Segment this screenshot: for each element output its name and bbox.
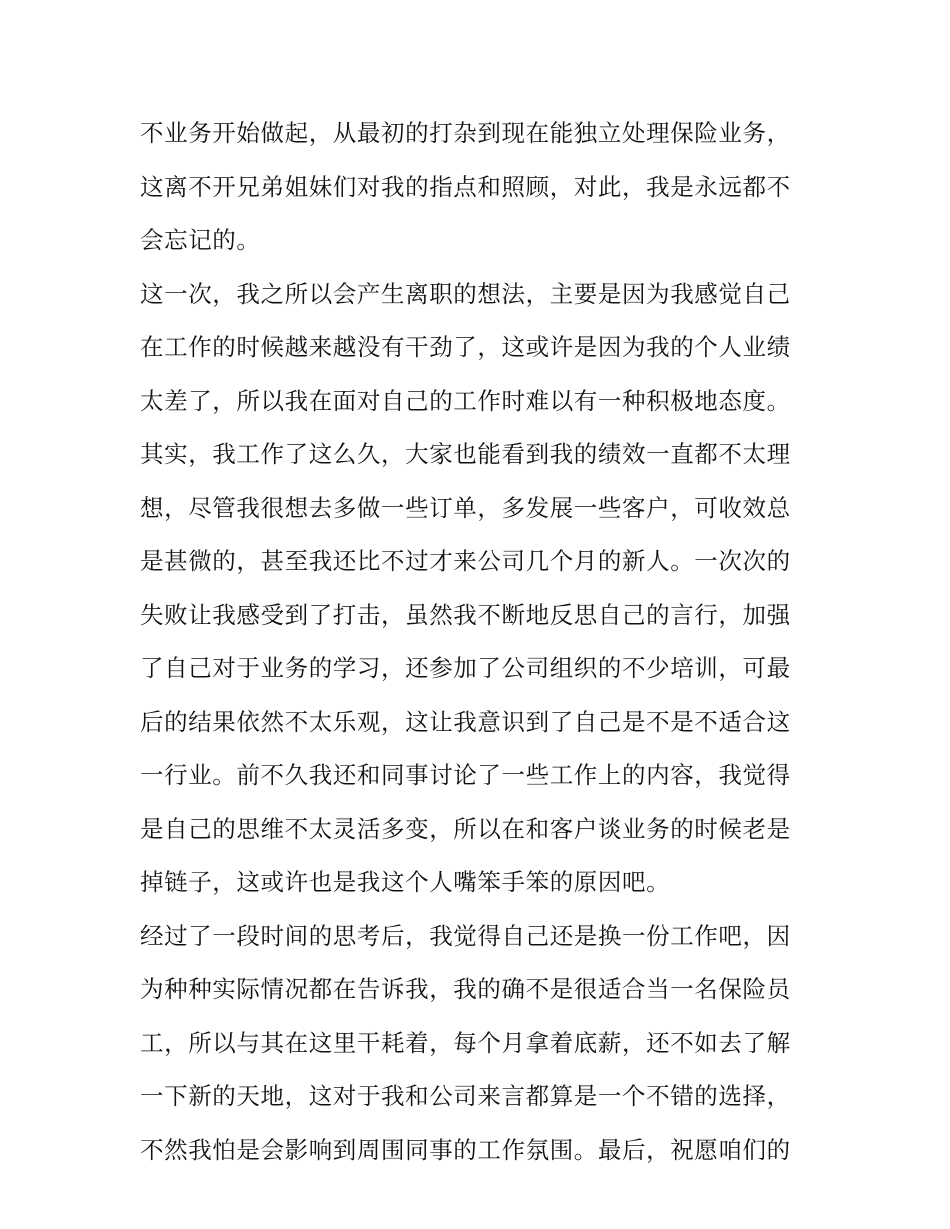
text-line-18: 工，所以与其在这里干耗着，每个月拿着底薪，还不如去了解 — [140, 1028, 791, 1057]
text-line-12: 后的结果依然不太乐观，这让我意识到了自己是不是不适合这 — [140, 707, 791, 736]
text-line-15: 掉链子，这或许也是我这个人嘴笨手笨的原因吧。 — [140, 868, 671, 896]
text-line-3: 会忘记的。 — [140, 226, 261, 254]
text-line-9: 是甚微的，甚至我还比不过才来公司几个月的新人。一次次的 — [140, 547, 791, 575]
text-line-13: 一行业。前不久我还和同事讨论了一些工作上的内容，我觉得 — [140, 761, 791, 789]
text-line-19: 一下新的天地，这对于我和公司来言都算是一个不错的选择， — [140, 1082, 791, 1110]
text-line-10: 失败让我感受到了打击，虽然我不断地反思自己的言行，加强 — [140, 600, 791, 629]
text-line-8: 想，尽管我很想去多做一些订单，多发展一些客户，可收效总 — [140, 493, 791, 522]
text-line-17: 为种种实际情况都在告诉我，我的确不是很适合当一名保险员 — [140, 975, 791, 1003]
text-line-14: 是自己的思维不太灵活多变，所以在和客户谈业务的时候老是 — [140, 814, 791, 843]
text-line-4: 这一次，我之所以会产生离职的想法，主要是因为我感觉自己 — [140, 279, 791, 308]
text-line-1: 不业务开始做起，从最初的打杂到现在能独立处理保险业务， — [140, 119, 791, 147]
text-line-5: 在工作的时候越来越没有干劲了，这或许是因为我的个人业绩 — [140, 333, 791, 361]
text-line-16: 经过了一段时间的思考后，我觉得自己还是换一份工作吧，因 — [140, 921, 791, 950]
document-body-text — [140, 107, 820, 1177]
text-line-11: 了自己对于业务的学习，还参加了公司组织的不少培训，可最 — [140, 654, 791, 682]
text-line-20: 不然我怕是会影响到周围同事的工作氛围。最后，祝愿咱们的 — [140, 1135, 791, 1164]
text-line-6: 太差了，所以我在面对自己的工作时难以有一种积极地态度。 — [140, 386, 791, 415]
text-line-2: 这离不开兄弟姐妹们对我的指点和照顾，对此，我是永远都不 — [140, 172, 791, 201]
text-line-7: 其实，我工作了这么久，大家也能看到我的绩效一直都不太理 — [140, 440, 791, 468]
